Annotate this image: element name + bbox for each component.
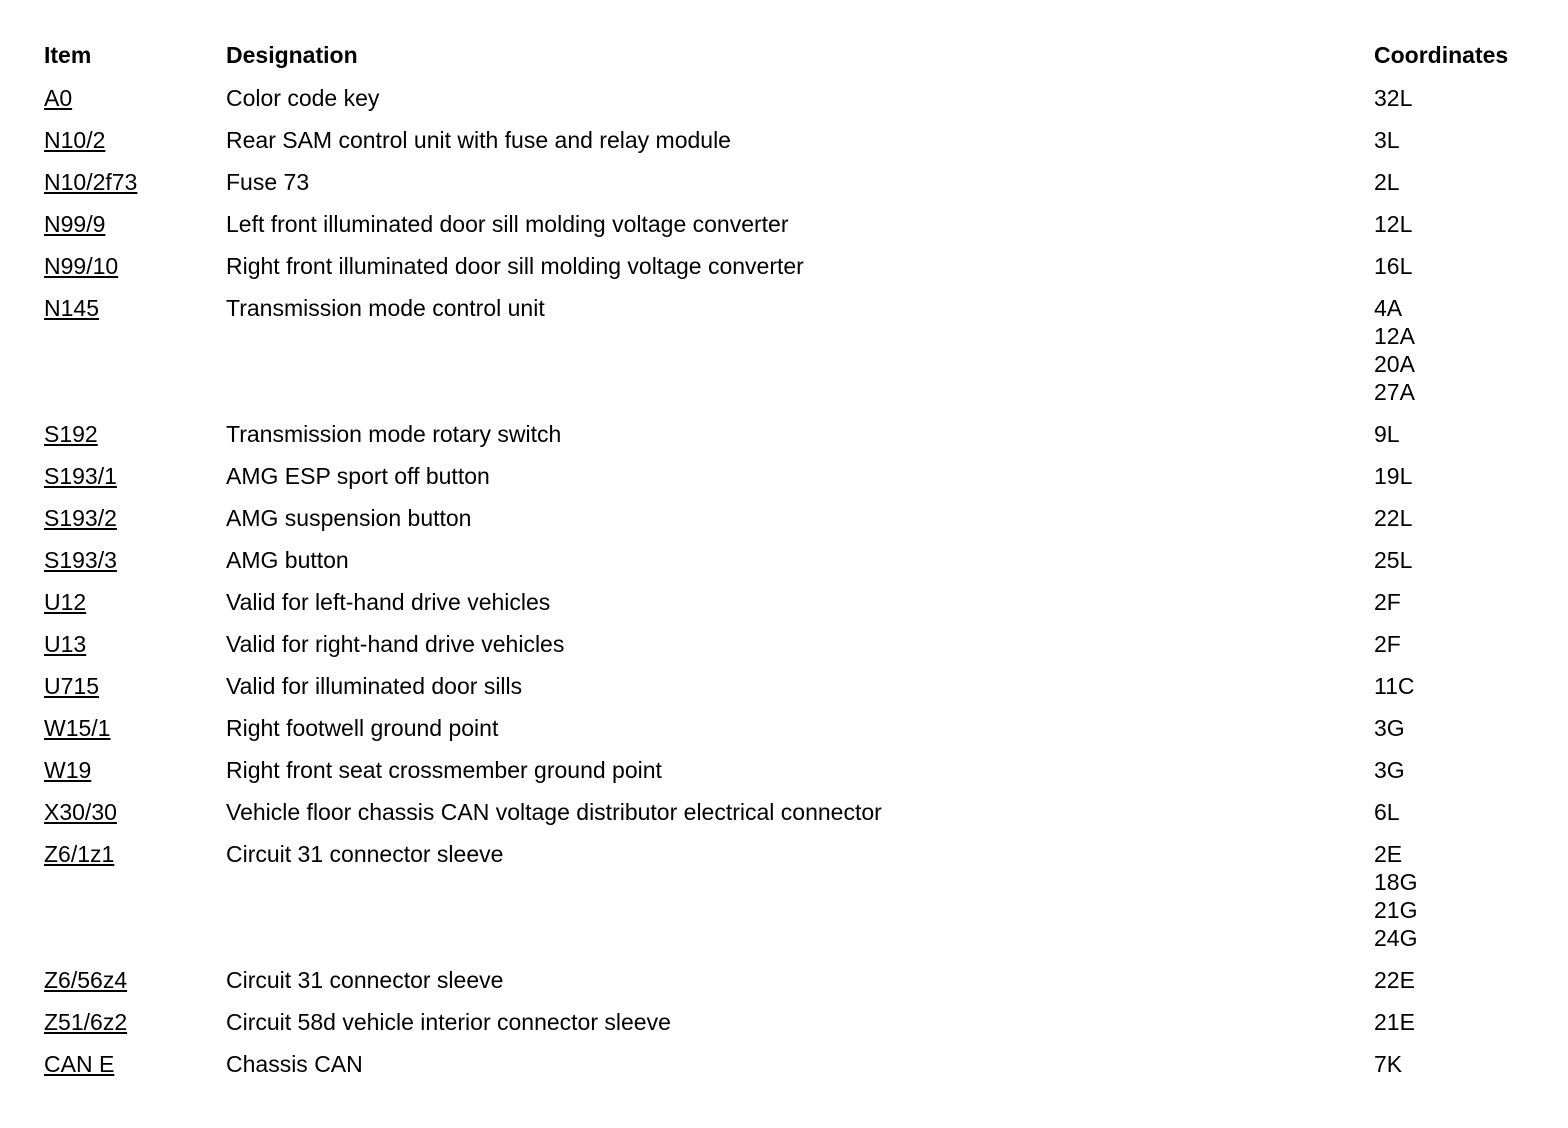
item-cell — [44, 504, 226, 532]
coordinate-value: 20A — [1374, 351, 1415, 377]
coordinates-cell — [1374, 714, 1544, 742]
table-row — [44, 711, 1544, 753]
coordinate-value: 3L — [1374, 127, 1400, 153]
item-link[interactable]: W15/1 — [44, 715, 111, 741]
coordinate-value: 9L — [1374, 421, 1400, 447]
coordinate-value: 16L — [1374, 253, 1413, 279]
coordinate-value: 2E — [1374, 841, 1403, 867]
item-link[interactable]: N99/9 — [44, 211, 106, 237]
coordinates-cell — [1374, 840, 1544, 952]
table-row — [44, 669, 1544, 711]
item-cell — [44, 420, 226, 448]
coordinate-value: 2F — [1374, 631, 1401, 657]
coordinate-value: 2L — [1374, 169, 1400, 195]
coordinates-cell — [1374, 1050, 1544, 1078]
item-link[interactable]: S193/3 — [44, 547, 117, 573]
coordinate-value: 19L — [1374, 463, 1413, 489]
designation-cell: Circuit 58d vehicle interior connector sleeve — [226, 1009, 671, 1035]
coordinate-value: 21G — [1374, 897, 1418, 923]
coordinates-cell — [1374, 630, 1544, 658]
coordinate-value: 25L — [1374, 547, 1413, 573]
coordinates-cell — [1374, 210, 1544, 238]
designation-cell: Right footwell ground point — [226, 715, 499, 741]
table-row — [44, 963, 1544, 1005]
coordinates-cell — [1374, 294, 1544, 406]
designation-cell: Valid for illuminated door sills — [226, 673, 523, 699]
coordinates-cell — [1374, 1008, 1544, 1036]
item-link[interactable]: N10/2f73 — [44, 169, 138, 195]
item-link[interactable]: S193/1 — [44, 463, 117, 489]
table-row — [44, 753, 1544, 795]
item-link[interactable]: U12 — [44, 589, 87, 615]
item-link[interactable]: U13 — [44, 631, 87, 657]
item-link[interactable]: X30/30 — [44, 799, 117, 825]
table-row — [44, 837, 1544, 963]
designation-cell: Transmission mode control unit — [226, 295, 545, 321]
item-cell — [44, 1008, 226, 1036]
coordinates-cell — [1374, 966, 1544, 994]
header-row — [44, 38, 1544, 81]
item-link[interactable]: Z51/6z2 — [44, 1009, 128, 1035]
coordinates-cell — [1374, 462, 1544, 490]
coordinates-column-header: Coordinates — [1374, 42, 1509, 68]
item-cell — [44, 168, 226, 196]
table-row — [44, 543, 1544, 585]
table-row — [44, 417, 1544, 459]
item-cell — [44, 546, 226, 574]
coordinate-value: 3G — [1374, 715, 1405, 741]
coordinate-value: 24G — [1374, 925, 1418, 951]
table-body — [44, 81, 1544, 1089]
item-cell — [44, 84, 226, 112]
item-link[interactable]: U715 — [44, 673, 99, 699]
designation-cell: Vehicle floor chassis CAN voltage distributor electrical connector — [226, 799, 882, 825]
table-row — [44, 585, 1544, 627]
coordinates-cell — [1374, 252, 1544, 280]
item-cell — [44, 630, 226, 658]
coordinate-value: 2F — [1374, 589, 1401, 615]
coordinate-value: 7K — [1374, 1051, 1403, 1077]
item-link[interactable]: Z6/56z4 — [44, 967, 128, 993]
coordinate-value: 11C — [1374, 673, 1415, 699]
item-link[interactable]: N99/10 — [44, 253, 119, 279]
designation-column-header: Designation — [226, 42, 358, 68]
coordinates-cell — [1374, 798, 1544, 826]
item-link[interactable]: S193/2 — [44, 505, 117, 531]
coordinates-cell — [1374, 546, 1544, 574]
coordinate-value: 6L — [1374, 799, 1400, 825]
designation-cell: Fuse 73 — [226, 169, 310, 195]
designation-cell: AMG suspension button — [226, 505, 472, 531]
item-cell — [44, 126, 226, 154]
coordinates-cell — [1374, 168, 1544, 196]
coordinate-value: 18G — [1374, 869, 1418, 895]
table-row — [44, 627, 1544, 669]
item-cell — [44, 966, 226, 994]
table-row — [44, 249, 1544, 291]
designation-cell: Valid for left-hand drive vehicles — [226, 589, 551, 615]
item-link[interactable]: S192 — [44, 421, 98, 447]
item-link[interactable]: Z6/1z1 — [44, 841, 115, 867]
item-link[interactable]: CAN E — [44, 1051, 115, 1077]
coordinate-value: 22L — [1374, 505, 1413, 531]
table-row — [44, 207, 1544, 249]
item-link[interactable]: A0 — [44, 85, 73, 111]
item-cell — [44, 252, 226, 280]
designation-cell: Circuit 31 connector sleeve — [226, 967, 504, 993]
item-cell — [44, 714, 226, 742]
legend-table — [44, 38, 1544, 1089]
item-link[interactable]: N145 — [44, 295, 99, 321]
item-cell — [44, 588, 226, 616]
coordinates-cell — [1374, 672, 1544, 700]
designation-cell: Right front illuminated door sill molding voltage converter — [226, 253, 804, 279]
item-cell — [44, 840, 226, 868]
coordinates-cell — [1374, 504, 1544, 532]
item-link[interactable]: W19 — [44, 757, 92, 783]
table-row — [44, 165, 1544, 207]
table-row — [44, 501, 1544, 543]
table-row — [44, 291, 1544, 417]
item-cell — [44, 462, 226, 490]
designation-cell: AMG button — [226, 547, 349, 573]
coordinate-value: 12A — [1374, 323, 1415, 349]
item-cell — [44, 210, 226, 238]
coordinate-value: 22E — [1374, 967, 1415, 993]
coordinates-cell — [1374, 126, 1544, 154]
item-cell — [44, 672, 226, 700]
coordinates-cell — [1374, 588, 1544, 616]
item-cell — [44, 294, 226, 322]
designation-cell: Rear SAM control unit with fuse and relay module — [226, 127, 731, 153]
table-row — [44, 123, 1544, 165]
coordinate-value: 32L — [1374, 85, 1413, 111]
coordinate-value: 12L — [1374, 211, 1413, 237]
coordinates-cell — [1374, 84, 1544, 112]
table-row — [44, 1005, 1544, 1047]
item-cell — [44, 1050, 226, 1078]
coordinate-value: 3G — [1374, 757, 1405, 783]
designation-cell: Chassis CAN — [226, 1051, 363, 1077]
designation-cell: AMG ESP sport off button — [226, 463, 490, 489]
table-row — [44, 1047, 1544, 1089]
table-row — [44, 459, 1544, 501]
item-cell — [44, 798, 226, 826]
item-cell — [44, 756, 226, 784]
coordinate-value: 27A — [1374, 379, 1415, 405]
designation-cell: Right front seat crossmember ground point — [226, 757, 662, 783]
designation-cell: Color code key — [226, 85, 380, 111]
designation-cell: Valid for right-hand drive vehicles — [226, 631, 565, 657]
designation-cell: Circuit 31 connector sleeve — [226, 841, 504, 867]
coordinates-cell — [1374, 420, 1544, 448]
coordinate-value: 21E — [1374, 1009, 1415, 1035]
coordinate-value: 4A — [1374, 295, 1403, 321]
item-link[interactable]: N10/2 — [44, 127, 106, 153]
designation-cell: Left front illuminated door sill molding voltage converter — [226, 211, 789, 237]
designation-cell: Transmission mode rotary switch — [226, 421, 562, 447]
table-row — [44, 795, 1544, 837]
coordinates-cell — [1374, 756, 1544, 784]
item-column-header: Item — [44, 42, 92, 68]
table-row — [44, 81, 1544, 123]
